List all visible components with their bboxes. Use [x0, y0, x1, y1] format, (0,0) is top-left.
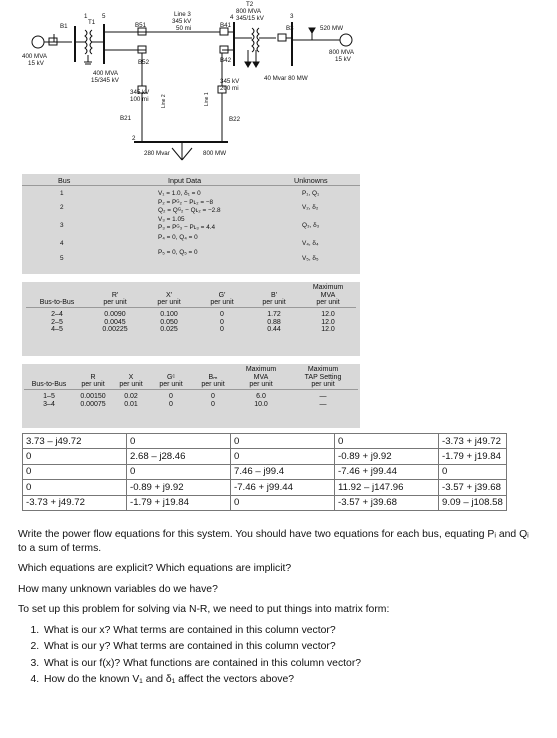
xf-header-gc: Gᶜ per unit: [159, 373, 183, 389]
input-unknowns-5: V₅, δ₅: [302, 255, 319, 262]
input-data-3a: V₃ = 1.05: [158, 216, 185, 223]
input-header-data: Input Data: [168, 176, 202, 185]
input-unknowns-3: Q₃, δ₃: [302, 222, 320, 229]
input-data-2a: P₂ = Pᴳ₂ − Pʟ₂ = −8: [158, 199, 214, 206]
line-header-x: X′ per unit: [157, 291, 181, 307]
b22-label: B22: [229, 116, 241, 123]
t2-label: T2: [246, 1, 254, 8]
transformer-t1: [85, 30, 87, 54]
input-data-3b: P₃ = Pᴳ₃ − Pʟ₃ = 4.4: [158, 224, 216, 231]
b52-label: B52: [138, 59, 150, 66]
gen3-kv-label: 15 kV: [335, 56, 351, 63]
ybus-row: 0 -0.89 + j9.92 -7.46 + j99.44 11.92 – j147.96 -3.57 + j39.68: [23, 480, 507, 495]
transformer-data-panel: [22, 364, 360, 428]
bus-4-number: 4: [230, 14, 234, 21]
line1-mi: 200 mi: [220, 85, 239, 92]
input-data-5: P₅ = 0, Q₅ = 0: [158, 249, 198, 256]
question-paragraph-4: To set up this problem for solving via N-R, we need to put things into matrix form:: [18, 604, 390, 616]
ybus-row: 0 2.68 – j28.46 0 -0.89 + j9.92 -1.79 + j19.84: [23, 449, 507, 464]
bus-input-data-panel: [22, 174, 360, 274]
question-paragraph-2: Which equations are explicit? Which equations are implicit?: [18, 563, 292, 575]
b3-label: B3: [286, 25, 294, 32]
line-row: 4–5 0.00225 0.025 0 0.44 12.0: [51, 326, 335, 334]
bus-3-number: 3: [290, 13, 294, 20]
generator-3-symbol: [340, 34, 352, 46]
input-header-unknowns: Unknowns: [294, 176, 328, 185]
line2-kv: 345 kV: [130, 89, 150, 96]
b51-label: B51: [135, 22, 147, 29]
line2-mi: 100 mi: [130, 96, 149, 103]
generator-1-symbol: [32, 36, 44, 48]
input-unknowns-2: V₂, δ₂: [302, 204, 319, 211]
line-data-table: [26, 284, 356, 334]
b21-label: B21: [120, 115, 132, 122]
question-list: [18, 624, 538, 687]
line3-kv: 345 kV: [172, 18, 192, 25]
question-item-3: 3. What is our f(x)? What functions are contained in this column vector?: [42, 657, 538, 671]
xf-header-bm: Bₘ per unit: [201, 373, 225, 389]
bus-2-number: 2: [132, 135, 136, 142]
line3-mi: 50 mi: [176, 25, 192, 32]
line2-name: Line 2: [161, 94, 167, 108]
line-header-bus: Bus-to-Bus: [39, 299, 75, 307]
b1-label: B1: [60, 23, 68, 30]
power-system-diagram: [22, 0, 360, 174]
breaker-b41: [220, 28, 228, 35]
input-bus-2: 2: [60, 204, 64, 211]
bus-1-number: 1: [84, 13, 88, 20]
load4-label: 40 Mvar 80 MW: [264, 75, 308, 82]
line-header-g: G′ per unit: [210, 291, 234, 307]
xf-header-bus: Bus-to-Bus: [31, 381, 67, 389]
gen1-mva-label: 400 MVA: [22, 53, 47, 60]
question-item-1: 1. What is our x? What terms are contained in this column vector?: [42, 624, 538, 638]
transformer-t2: [252, 28, 254, 52]
ybus-row: 0 0 7.46 – j99.4 -7.46 + j99.44 0: [23, 464, 507, 479]
input-bus-5: 5: [60, 255, 64, 262]
input-data-1: V₁ = 1.0, δ₁ = 0: [158, 190, 201, 197]
input-header-bus: Bus: [58, 176, 71, 185]
question-paragraph-1: Write the power flow equations for this system. You should have two equations for each bus, equating Pᵢ and Qᵢ to a sum of terms.: [18, 529, 529, 554]
question-paragraph-3: How many unknown variables do we have?: [18, 583, 218, 595]
ybus-row: 3.73 – j49.72 0 0 0 -3.73 + j49.72: [23, 434, 507, 449]
line-header-b: B′ per unit: [262, 291, 286, 307]
input-unknowns-4: V₄, δ₄: [302, 240, 319, 247]
input-data-4: P₄ = 0, Q₄ = 0: [158, 234, 198, 241]
one-line-diagram: [22, 0, 360, 174]
xf-header-x: X per unit: [119, 373, 143, 389]
t1-kv-label: 15/345 kV: [91, 77, 119, 84]
gen1-kv-label: 15 kV: [28, 60, 44, 67]
question-text: [18, 528, 538, 690]
input-unknowns-1: P₁, Q₁: [302, 190, 320, 197]
t2-mva-label: 800 MVA: [236, 8, 261, 15]
xf-header-tap: Maximum TAP Setting per unit: [304, 366, 342, 389]
b41-label: B41: [220, 22, 232, 29]
input-bus-3: 3: [60, 222, 64, 229]
diagram-labels: [22, 1, 355, 157]
load3-label: 520 MW: [320, 25, 344, 32]
transformer-data-table: [24, 366, 358, 408]
line1-name: Line 1: [204, 92, 210, 106]
t1-mva-label: 400 MVA: [93, 70, 118, 77]
question-item-4: 4. How do the known V₁ and δ₁ affect the vectors above?: [42, 673, 538, 687]
xf-header-r: R per unit: [81, 373, 105, 389]
input-bus-1: 1: [60, 190, 64, 197]
line-header-r: R′ per unit: [103, 291, 127, 307]
breaker-b3: [278, 34, 286, 41]
transformer-row: 3–4 0.00075 0.01 0 0 10.0 —: [43, 400, 327, 408]
ybus-row: -3.73 + j49.72 -1.79 + j19.84 0 -3.57 + j39.68 9.09 – j108.58: [23, 495, 507, 510]
t1-label: T1: [88, 19, 96, 26]
transformer-row: 1–5 0.00150 0.02 0 0 6.0 —: [43, 393, 327, 401]
input-bus-4: 4: [60, 240, 64, 247]
line-data-panel: [22, 282, 360, 356]
ybus-matrix-table: [22, 433, 507, 511]
gen3-mva-label: 800 MVA: [329, 49, 354, 56]
input-data-2b: Q₂ = Qᴳ₂ − Qʟ₂ = −2.8: [158, 207, 221, 214]
bus-5-number: 5: [102, 13, 106, 20]
load2-q-label: 280 Mvar: [144, 150, 170, 157]
question-item-2: 2. What is our y? What terms are contained in this column vector?: [42, 640, 538, 654]
line-row: 2–5 0.0045 0.050 0 0.88 12.0: [51, 318, 335, 326]
xf-header-mva: Maximum MVA per unit: [245, 366, 277, 389]
line1-kv: 345 kV: [220, 78, 240, 85]
load2-p-label: 800 MW: [203, 150, 227, 157]
line-row: 2–4 0.0090 0.100 0 1.72 12.0: [51, 311, 335, 319]
line-header-mva: Maximum MVA per unit: [312, 284, 344, 307]
line3-name: Line 3: [174, 11, 191, 18]
t2-kv-label: 345/15 kV: [236, 15, 264, 22]
b42-label: B42: [220, 57, 232, 64]
